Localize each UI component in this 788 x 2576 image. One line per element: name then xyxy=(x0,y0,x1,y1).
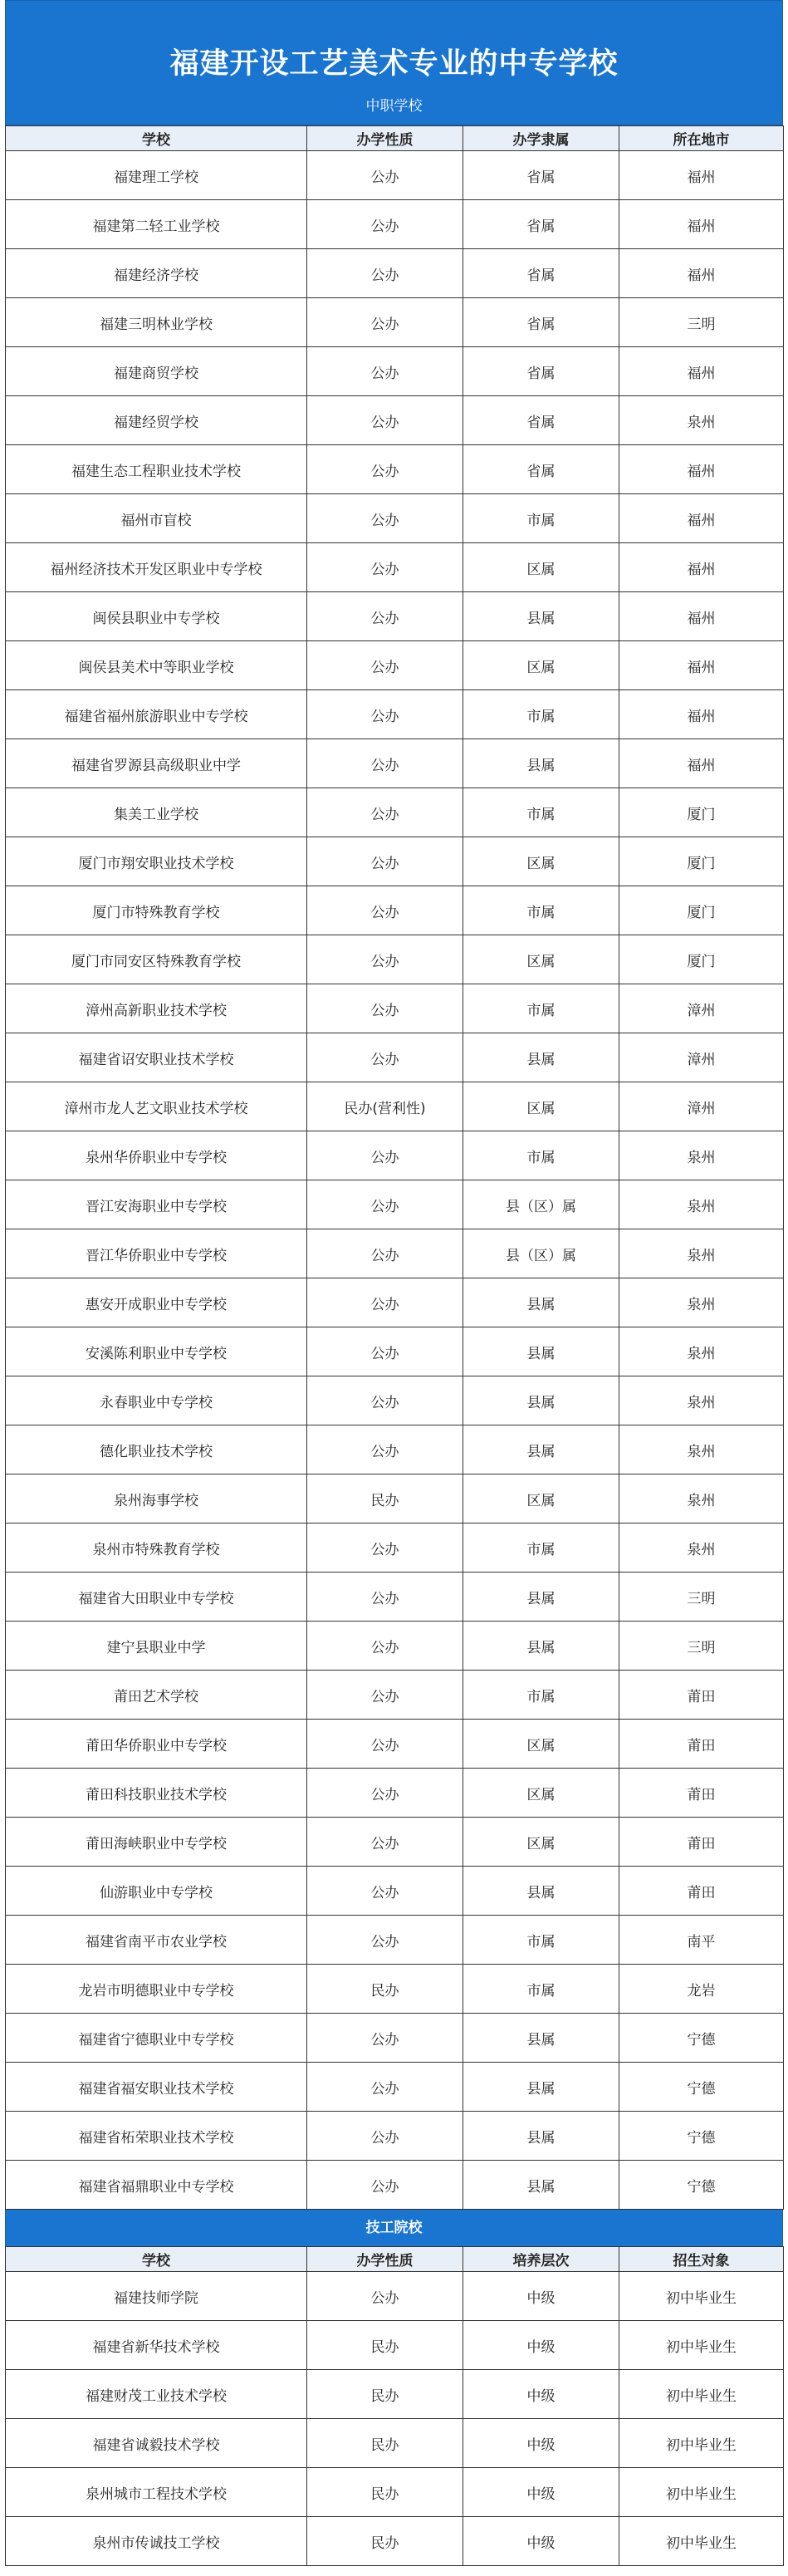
cell-school: 福建省福鼎职业中专学校 xyxy=(6,2161,307,2210)
cell-col4: 福州 xyxy=(619,494,784,543)
cell-school: 闽侯县美术中等职业学校 xyxy=(6,641,307,690)
cell-school: 福建财茂工业技术学校 xyxy=(6,2370,307,2419)
table-row xyxy=(6,1327,784,1376)
cell-nature: 公办 xyxy=(307,445,463,494)
cell-col4: 厦门 xyxy=(619,788,784,837)
cell-school: 福建省柘荣职业技术学校 xyxy=(6,2112,307,2161)
cell-nature: 公办 xyxy=(307,200,463,249)
cell-col3: 区属 xyxy=(463,1769,619,1818)
cell-col3: 县属 xyxy=(463,739,619,788)
cell-col4: 泉州 xyxy=(619,1474,784,1524)
cell-col4: 莆田 xyxy=(619,1867,784,1916)
cell-nature: 公办 xyxy=(307,1131,463,1180)
table-row xyxy=(6,935,784,984)
cell-nature: 公办 xyxy=(307,641,463,690)
cell-nature: 公办 xyxy=(307,2112,463,2161)
cell-col3: 市属 xyxy=(463,1131,619,1180)
cell-nature: 民办 xyxy=(307,2517,463,2566)
cell-col3: 中级 xyxy=(463,2419,619,2468)
cell-col3: 省属 xyxy=(463,249,619,298)
table-row xyxy=(6,298,784,347)
cell-school: 安溪陈利职业中专学校 xyxy=(6,1327,307,1376)
cell-col3: 市属 xyxy=(463,1671,619,1720)
cell-col4: 莆田 xyxy=(619,1671,784,1720)
cell-school: 福建省福州旅游职业中专学校 xyxy=(6,690,307,739)
cell-nature: 公办 xyxy=(307,1622,463,1671)
cell-nature: 公办 xyxy=(307,1327,463,1376)
cell-school: 福建生态工程职业技术学校 xyxy=(6,445,307,494)
table-row xyxy=(6,1867,784,1916)
cell-school: 泉州华侨职业中专学校 xyxy=(6,1131,307,1180)
cell-col3: 省属 xyxy=(463,151,619,200)
cell-school: 福建省诚毅技术学校 xyxy=(6,2419,307,2468)
cell-nature: 民办(营利性) xyxy=(307,1082,463,1131)
cell-col4: 南平 xyxy=(619,1916,784,1965)
cell-col4: 厦门 xyxy=(619,837,784,886)
table-row xyxy=(6,739,784,788)
cell-school: 晋江华侨职业中专学校 xyxy=(6,1229,307,1278)
cell-col4: 泉州 xyxy=(619,1180,784,1229)
cell-nature: 公办 xyxy=(307,1033,463,1082)
cell-nature: 公办 xyxy=(307,592,463,641)
cell-nature: 公办 xyxy=(307,1229,463,1278)
cell-school: 惠安开成职业中专学校 xyxy=(6,1278,307,1327)
table-row xyxy=(6,2517,784,2566)
cell-school: 集美工业学校 xyxy=(6,788,307,837)
cell-col4: 泉州 xyxy=(619,1524,784,1573)
cell-nature: 公办 xyxy=(307,1180,463,1229)
cell-school: 福州经济技术开发区职业中专学校 xyxy=(6,543,307,592)
cell-nature: 民办 xyxy=(307,2370,463,2419)
cell-col3: 县属 xyxy=(463,2063,619,2112)
cell-school: 福建省南平市农业学校 xyxy=(6,1916,307,1965)
cell-school: 德化职业技术学校 xyxy=(6,1425,307,1474)
cell-school: 福建经济学校 xyxy=(6,249,307,298)
cell-school: 福建经贸学校 xyxy=(6,396,307,445)
header-level: 培养层次 xyxy=(463,2247,619,2272)
cell-col3: 中级 xyxy=(463,2272,619,2321)
cell-school: 建宁县职业中学 xyxy=(6,1622,307,1671)
table-row xyxy=(6,1474,784,1524)
cell-col3: 县属 xyxy=(463,1327,619,1376)
jigong-table xyxy=(5,2246,784,2566)
table-row xyxy=(6,984,784,1033)
cell-school: 福建省诏安职业技术学校 xyxy=(6,1033,307,1082)
cell-nature: 公办 xyxy=(307,788,463,837)
cell-col4: 福州 xyxy=(619,641,784,690)
cell-col4: 厦门 xyxy=(619,935,784,984)
cell-school: 闽侯县职业中专学校 xyxy=(6,592,307,641)
cell-nature: 民办 xyxy=(307,2419,463,2468)
cell-school: 仙游职业中专学校 xyxy=(6,1867,307,1916)
cell-nature: 公办 xyxy=(307,1278,463,1327)
cell-col3: 县属 xyxy=(463,1278,619,1327)
cell-col4: 福州 xyxy=(619,690,784,739)
cell-col3: 市属 xyxy=(463,494,619,543)
title-banner xyxy=(5,0,783,125)
cell-col3: 中级 xyxy=(463,2517,619,2566)
cell-col3: 省属 xyxy=(463,347,619,396)
cell-school: 泉州市特殊教育学校 xyxy=(6,1524,307,1573)
table-row xyxy=(6,347,784,396)
table-header-row xyxy=(6,2247,784,2272)
table-row xyxy=(6,1082,784,1131)
cell-col4: 三明 xyxy=(619,298,784,347)
cell-col3: 区属 xyxy=(463,837,619,886)
table-row xyxy=(6,1622,784,1671)
table-row xyxy=(6,1131,784,1180)
cell-nature: 公办 xyxy=(307,1573,463,1622)
header-nature: 办学性质 xyxy=(307,2247,463,2272)
table-row xyxy=(6,1818,784,1867)
cell-col4: 福州 xyxy=(619,592,784,641)
header-city: 所在地市 xyxy=(619,126,784,151)
cell-col4: 莆田 xyxy=(619,1769,784,1818)
table-row xyxy=(6,1720,784,1769)
table-row xyxy=(6,1769,784,1818)
cell-nature: 民办 xyxy=(307,1474,463,1524)
cell-school: 福建三明林业学校 xyxy=(6,298,307,347)
cell-col4: 泉州 xyxy=(619,1327,784,1376)
cell-school: 福建技师学院 xyxy=(6,2272,307,2321)
cell-school: 泉州城市工程技术学校 xyxy=(6,2468,307,2517)
cell-school: 漳州高新职业技术学校 xyxy=(6,984,307,1033)
cell-col4: 漳州 xyxy=(619,1033,784,1082)
table-row xyxy=(6,1278,784,1327)
cell-nature: 民办 xyxy=(307,2468,463,2517)
cell-nature: 公办 xyxy=(307,886,463,935)
table-row xyxy=(6,1524,784,1573)
cell-nature: 公办 xyxy=(307,1524,463,1573)
cell-col3: 市属 xyxy=(463,1916,619,1965)
cell-col4: 福州 xyxy=(619,200,784,249)
cell-col3: 区属 xyxy=(463,543,619,592)
cell-school: 龙岩市明德职业中专学校 xyxy=(6,1965,307,2014)
cell-col4: 初中毕业生 xyxy=(619,2370,784,2419)
cell-col4: 莆田 xyxy=(619,1818,784,1867)
table-row xyxy=(6,2321,784,2370)
cell-nature: 公办 xyxy=(307,1818,463,1867)
table-row xyxy=(6,1573,784,1622)
cell-nature: 公办 xyxy=(307,1769,463,1818)
cell-col3: 中级 xyxy=(463,2321,619,2370)
cell-col3: 区属 xyxy=(463,1818,619,1867)
cell-nature: 公办 xyxy=(307,2161,463,2210)
cell-school: 厦门市翔安职业技术学校 xyxy=(6,837,307,886)
cell-col3: 市属 xyxy=(463,1524,619,1573)
cell-school: 泉州海事学校 xyxy=(6,1474,307,1524)
table-row xyxy=(6,788,784,837)
cell-col4: 漳州 xyxy=(619,984,784,1033)
cell-school: 莆田海峡职业中专学校 xyxy=(6,1818,307,1867)
cell-nature: 公办 xyxy=(307,543,463,592)
cell-school: 漳州市龙人艺文职业技术学校 xyxy=(6,1082,307,1131)
cell-school: 福建省大田职业中专学校 xyxy=(6,1573,307,1622)
cell-col3: 市属 xyxy=(463,1965,619,2014)
cell-col3: 中级 xyxy=(463,2370,619,2419)
cell-school: 莆田科技职业技术学校 xyxy=(6,1769,307,1818)
table-row xyxy=(6,2014,784,2063)
cell-col3: 县属 xyxy=(463,1425,619,1474)
cell-nature: 公办 xyxy=(307,347,463,396)
cell-col4: 漳州 xyxy=(619,1082,784,1131)
cell-col4: 初中毕业生 xyxy=(619,2272,784,2321)
cell-col3: 县属 xyxy=(463,1573,619,1622)
cell-nature: 公办 xyxy=(307,2014,463,2063)
cell-col3: 县属 xyxy=(463,1033,619,1082)
cell-col3: 市属 xyxy=(463,886,619,935)
cell-col3: 区属 xyxy=(463,935,619,984)
cell-col3: 区属 xyxy=(463,1082,619,1131)
cell-col3: 县属 xyxy=(463,2112,619,2161)
cell-col3: 市属 xyxy=(463,788,619,837)
cell-col4: 初中毕业生 xyxy=(619,2517,784,2566)
header-school: 学校 xyxy=(6,2247,307,2272)
cell-col4: 宁德 xyxy=(619,2161,784,2210)
cell-col4: 宁德 xyxy=(619,2063,784,2112)
cell-col4: 泉州 xyxy=(619,396,784,445)
table-row xyxy=(6,200,784,249)
header-enrollment: 招生对象 xyxy=(619,2247,784,2272)
table-row xyxy=(6,2468,784,2517)
table-row xyxy=(6,641,784,690)
cell-col3: 县属 xyxy=(463,2161,619,2210)
cell-col4: 福州 xyxy=(619,151,784,200)
table-row xyxy=(6,2112,784,2161)
cell-school: 福建商贸学校 xyxy=(6,347,307,396)
cell-school: 福建省新华技术学校 xyxy=(6,2321,307,2370)
table-row xyxy=(6,249,784,298)
section-subtitle-zhongzhi: 中职学校 xyxy=(365,98,423,115)
cell-nature: 公办 xyxy=(307,1425,463,1474)
cell-nature: 民办 xyxy=(307,2321,463,2370)
cell-nature: 公办 xyxy=(307,396,463,445)
cell-col3: 省属 xyxy=(463,396,619,445)
cell-school: 泉州市传诚技工学校 xyxy=(6,2517,307,2566)
cell-col4: 泉州 xyxy=(619,1229,784,1278)
cell-school: 福建省罗源县高级职业中学 xyxy=(6,739,307,788)
cell-col4: 福州 xyxy=(619,739,784,788)
cell-nature: 公办 xyxy=(307,151,463,200)
table-row xyxy=(6,837,784,886)
cell-col3: 县（区）属 xyxy=(463,1180,619,1229)
cell-school: 福建理工学校 xyxy=(6,151,307,200)
cell-nature: 公办 xyxy=(307,1867,463,1916)
page xyxy=(5,0,783,2566)
header-affiliation: 办学隶属 xyxy=(463,126,619,151)
cell-school: 福州市盲校 xyxy=(6,494,307,543)
cell-school: 厦门市同安区特殊教育学校 xyxy=(6,935,307,984)
table-row xyxy=(6,592,784,641)
table-row xyxy=(6,1229,784,1278)
cell-school: 福建第二轻工业学校 xyxy=(6,200,307,249)
zhongzhi-table xyxy=(5,125,784,2210)
table-row xyxy=(6,396,784,445)
cell-nature: 公办 xyxy=(307,739,463,788)
cell-school: 福建省福安职业技术学校 xyxy=(6,2063,307,2112)
cell-nature: 公办 xyxy=(307,690,463,739)
table-row xyxy=(6,1916,784,1965)
table-row xyxy=(6,2370,784,2419)
header-nature: 办学性质 xyxy=(307,126,463,151)
cell-school: 厦门市特殊教育学校 xyxy=(6,886,307,935)
cell-col3: 省属 xyxy=(463,298,619,347)
cell-col4: 初中毕业生 xyxy=(619,2419,784,2468)
cell-col3: 县属 xyxy=(463,1867,619,1916)
cell-nature: 公办 xyxy=(307,984,463,1033)
cell-col4: 宁德 xyxy=(619,2112,784,2161)
zhongzhi-table-body xyxy=(6,151,784,2210)
cell-col3: 中级 xyxy=(463,2468,619,2517)
table-row xyxy=(6,151,784,200)
cell-col3: 区属 xyxy=(463,1720,619,1769)
cell-school: 福建省宁德职业中专学校 xyxy=(6,2014,307,2063)
table-row xyxy=(6,494,784,543)
cell-col4: 厦门 xyxy=(619,886,784,935)
table-row xyxy=(6,1425,784,1474)
cell-school: 晋江安海职业中专学校 xyxy=(6,1180,307,1229)
cell-col3: 县属 xyxy=(463,1376,619,1425)
cell-col4: 福州 xyxy=(619,543,784,592)
cell-col3: 区属 xyxy=(463,641,619,690)
cell-school: 莆田华侨职业中专学校 xyxy=(6,1720,307,1769)
cell-col3: 市属 xyxy=(463,984,619,1033)
table-row xyxy=(6,2063,784,2112)
cell-col4: 宁德 xyxy=(619,2014,784,2063)
cell-col4: 福州 xyxy=(619,249,784,298)
cell-nature: 公办 xyxy=(307,249,463,298)
cell-col3: 县属 xyxy=(463,2014,619,2063)
cell-nature: 公办 xyxy=(307,2272,463,2321)
table-row xyxy=(6,1180,784,1229)
table-row xyxy=(6,2272,784,2321)
table-row xyxy=(6,543,784,592)
cell-col3: 县属 xyxy=(463,1622,619,1671)
cell-col4: 福州 xyxy=(619,347,784,396)
section-header-jigong: 技工院校 xyxy=(5,2210,783,2246)
cell-col4: 莆田 xyxy=(619,1720,784,1769)
cell-col3: 省属 xyxy=(463,200,619,249)
cell-nature: 公办 xyxy=(307,935,463,984)
table-row xyxy=(6,445,784,494)
table-row xyxy=(6,1671,784,1720)
cell-nature: 公办 xyxy=(307,298,463,347)
cell-col4: 泉州 xyxy=(619,1376,784,1425)
cell-col4: 泉州 xyxy=(619,1278,784,1327)
table-row xyxy=(6,1033,784,1082)
cell-col4: 三明 xyxy=(619,1622,784,1671)
cell-col4: 泉州 xyxy=(619,1425,784,1474)
cell-col3: 县（区）属 xyxy=(463,1229,619,1278)
cell-nature: 公办 xyxy=(307,1720,463,1769)
page-title: 福建开设工艺美术专业的中专学校 xyxy=(169,47,619,81)
table-row xyxy=(6,1376,784,1425)
cell-nature: 公办 xyxy=(307,1671,463,1720)
cell-nature: 公办 xyxy=(307,837,463,886)
jigong-table-body xyxy=(6,2272,784,2566)
cell-col3: 市属 xyxy=(463,690,619,739)
cell-col4: 初中毕业生 xyxy=(619,2468,784,2517)
cell-nature: 民办 xyxy=(307,1965,463,2014)
cell-nature: 公办 xyxy=(307,2063,463,2112)
table-row xyxy=(6,1965,784,2014)
cell-school: 永春职业中专学校 xyxy=(6,1376,307,1425)
cell-school: 莆田艺术学校 xyxy=(6,1671,307,1720)
cell-col4: 三明 xyxy=(619,1573,784,1622)
cell-col3: 省属 xyxy=(463,445,619,494)
cell-col4: 泉州 xyxy=(619,1131,784,1180)
cell-col3: 县属 xyxy=(463,592,619,641)
cell-col4: 福州 xyxy=(619,445,784,494)
cell-col4: 初中毕业生 xyxy=(619,2321,784,2370)
table-row xyxy=(6,886,784,935)
cell-col3: 区属 xyxy=(463,1474,619,1524)
cell-col4: 龙岩 xyxy=(619,1965,784,2014)
cell-nature: 公办 xyxy=(307,1376,463,1425)
cell-nature: 公办 xyxy=(307,494,463,543)
table-row xyxy=(6,2419,784,2468)
cell-nature: 公办 xyxy=(307,1916,463,1965)
table-row xyxy=(6,690,784,739)
table-row xyxy=(6,2161,784,2210)
header-school: 学校 xyxy=(6,126,307,151)
table-header-row xyxy=(6,126,784,151)
